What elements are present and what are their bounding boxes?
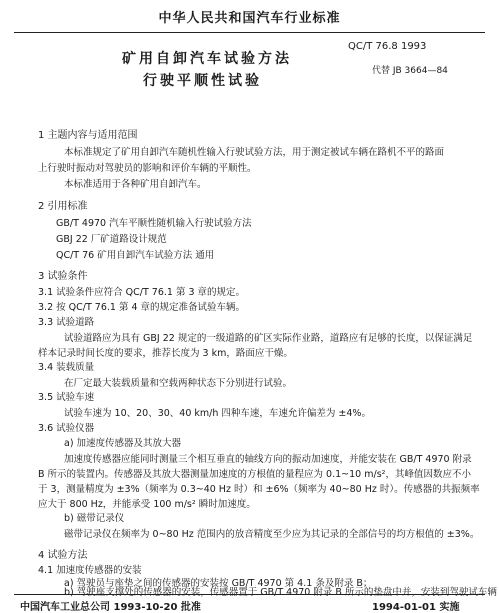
clause-3-3: 3.3 试验道路 bbox=[38, 317, 95, 328]
org-title: 中华人民共和国汽车行业标准 bbox=[158, 11, 341, 26]
clause-4-1: 4.1 加速度传感器的安装 bbox=[38, 565, 142, 576]
replaces-note: 代替 JB 3664—84 bbox=[372, 66, 448, 76]
section-4-heading: 4 试验方法 bbox=[38, 550, 88, 561]
header-rule bbox=[14, 32, 485, 33]
section-3-heading: 3 试验条件 bbox=[38, 271, 88, 282]
section-2-heading: 2 引用标准 bbox=[38, 201, 88, 212]
doc-title-line1: 矿用自卸汽车试验方法 bbox=[122, 51, 292, 67]
section-1-para1-line1: 本标准规定了矿用自卸汽车随机性输入行驶试验方法，用于测定被试车辆在路机不平的路面 bbox=[64, 147, 445, 158]
clause-3-6-a-line4: 应大于 800 Hz，并能承受 100 m/s² 瞬时加速度。 bbox=[38, 499, 256, 510]
clause-3-6-b-line1: 磁带记录仪在频率为 0~80 Hz 范围内的放音精度至少应为其记录的全部信号的均方根值的 ±3%。 bbox=[64, 529, 480, 540]
clause-3-6-a-line1: 加速度传感器应能同时测量三个相互垂直的轴线方向的振动加速度，并能安装在 GB/T 4970 附录 bbox=[64, 454, 472, 465]
reference-2: GBJ 22 厂矿道路设计规范 bbox=[56, 234, 167, 245]
section-1-para1-line2: 上行驶时振动对驾驶员的影响和评价车辆的平顺性。 bbox=[38, 163, 257, 174]
clause-4-1-b: b) 驾驶座支撑处的传感器的安装，传感器置于 GB/T 4970 附录 B 所示的垫盘中并，安装到驾驶试车辆 bbox=[64, 587, 497, 598]
clause-3-4: 3.4 装载质量 bbox=[38, 362, 95, 373]
clause-3-5: 3.5 试验车速 bbox=[38, 392, 95, 403]
clause-3-6-b: b) 磁带记录仪 bbox=[64, 513, 125, 524]
clause-3-6: 3.6 试验仪器 bbox=[38, 423, 95, 434]
clause-3-6-a: a) 加速度传感器及其放大器 bbox=[64, 438, 182, 449]
clause-3-3-line1: 试验道路应为具有 GBJ 22 规定的一级道路的矿区实际作业路，道路应有足够的长度，以保证满足 bbox=[64, 333, 473, 344]
clause-4-1-a: a) 驾驶员与座垫之间的传感器的安装按 GB/T 4970 第 4.1 条及附录 B； bbox=[64, 578, 373, 589]
issuer-approval: 中国汽车工业总公司 1993-10-20 批准 bbox=[20, 602, 201, 613]
clause-3-4-line1: 在厂定最大装载质量和空载两种状态下分别进行试验。 bbox=[64, 378, 293, 389]
standard-code: QC/T 76.8 1993 bbox=[348, 41, 427, 52]
clause-3-3-line2: 样本记录时间长度的要求，推荐长度为 3 km，路面应干燥。 bbox=[38, 348, 293, 359]
footer-rule bbox=[14, 594, 485, 595]
clause-3-6-a-line3: 于 3，测量精度为 ±3%（频率为 0.3~40 Hz 时）和 ±6%（频率为 40~80 Hz 时）。传感器的共振频率 bbox=[38, 484, 480, 495]
clause-3-5-line1: 试验车速为 10、20、30、40 km/h 四种车速，车速允许偏差为 ±4%。 bbox=[64, 408, 371, 419]
section-1-heading: 1 主题内容与适用范围 bbox=[38, 130, 138, 141]
section-1-para2: 本标准适用于各种矿用自卸汽车。 bbox=[64, 179, 207, 190]
clause-3-6-a-line2: B 所示的装置内。传感器及其放大器测量加速度的方根值的量程应为 0.1~10 m/s²，其峰值因数应不小 bbox=[38, 469, 471, 480]
clause-3-2: 3.2 按 QC/T 76.1 第 4 章的规定准备试验车辆。 bbox=[38, 302, 246, 313]
clause-3-1: 3.1 试验条件应符合 QC/T 76.1 第 3 章的规定。 bbox=[38, 287, 246, 298]
reference-3: QC/T 76 矿用自卸汽车试验方法 通用 bbox=[56, 250, 215, 261]
doc-title-line2: 行驶平顺性试验 bbox=[143, 73, 262, 89]
effective-date: 1994-01-01 实施 bbox=[372, 602, 460, 613]
reference-1: GB/T 4970 汽车平顺性随机输入行驶试验方法 bbox=[56, 218, 252, 229]
